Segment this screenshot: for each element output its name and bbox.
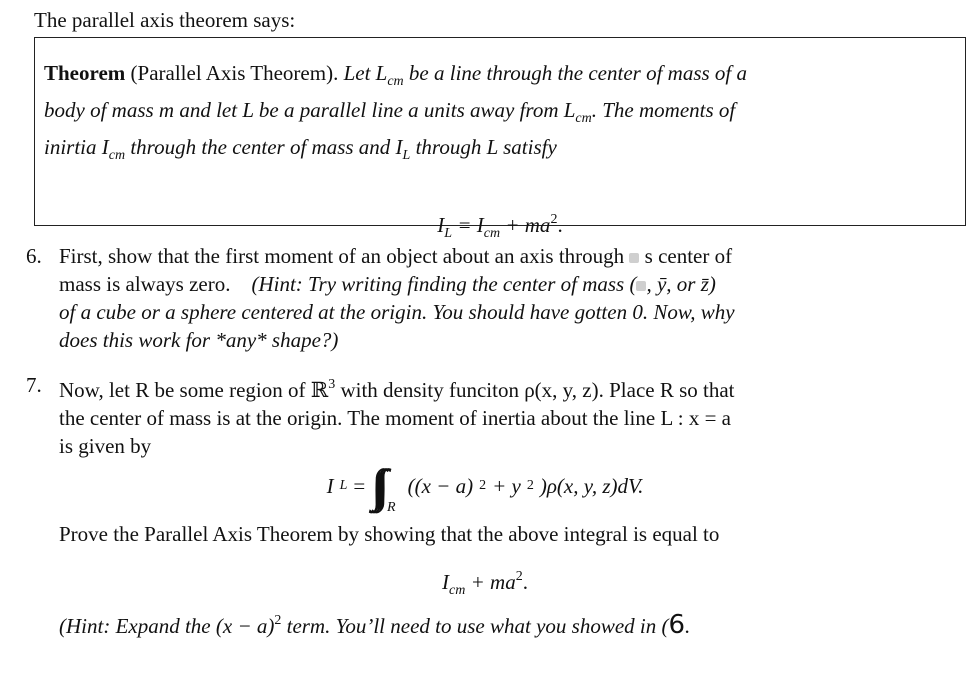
scan-smudge-x (636, 281, 646, 291)
intro-text: The parallel axis theorem says: (34, 8, 296, 32)
theorem-line1: Let L (343, 61, 388, 85)
integral-equation: I L = ∫∫∫ R ((x − a) 2 + y 2 )ρ(x, y, z)dV. (326, 460, 644, 515)
problem-7-number: 7. (26, 373, 42, 397)
problem-7: 7. Now, let R be some region of ℝ$^3$ with density funciton ρ(x, y, z). Place R so that the center of mass is at the origin. The moment of inertia about the line L : x = a is given by (26, 373, 735, 458)
triple-integral-symbol: ∫∫∫ (371, 460, 380, 511)
prove-statement: Prove the Parallel Axis Theorem by showing that the above integral is equal to (59, 522, 720, 546)
problem-6: 6. First, show that the first moment of an object about an axis through s center of mass is always zero. (Hint: Try writing finding the center of mass ( , ȳ, or z̄) of a cube or a sphere centered at the origin. You should have gotten 0. Now, why does this work for *any* shape?) (26, 244, 735, 352)
theorem-name: (Parallel Axis Theorem). (130, 61, 339, 85)
theorem-line2: body of mass m and let L be a parallel line a units away from L (44, 98, 576, 122)
theorem-text: Theorem (Parallel Axis Theorem). Let $L_{cm}$ be a line through the center of mass of a body of mass m and let L be a parallel line a units away from $L_{cm}$. The moments of inirtia $I_{cm}$ through the center of mass and $I_L$ through L satisfy (44, 61, 748, 163)
scan-smudge (629, 253, 639, 263)
problem-6-number: 6. (26, 244, 42, 268)
handwritten-six: 6 (668, 610, 686, 640)
problem-7-hint: (Hint: Expand the $(x - a)^2$ term. You’ll need to use what you showed in (6. (59, 610, 691, 640)
target-expression: $I_{cm} + ma^2$. (442, 569, 528, 598)
theorem-box (34, 37, 966, 241)
theorem-label: Theorem (44, 61, 126, 85)
theorem-line3: inirtia I (44, 135, 109, 159)
theorem-equation: $I_L = I_{cm} + ma^2$. (437, 212, 563, 241)
